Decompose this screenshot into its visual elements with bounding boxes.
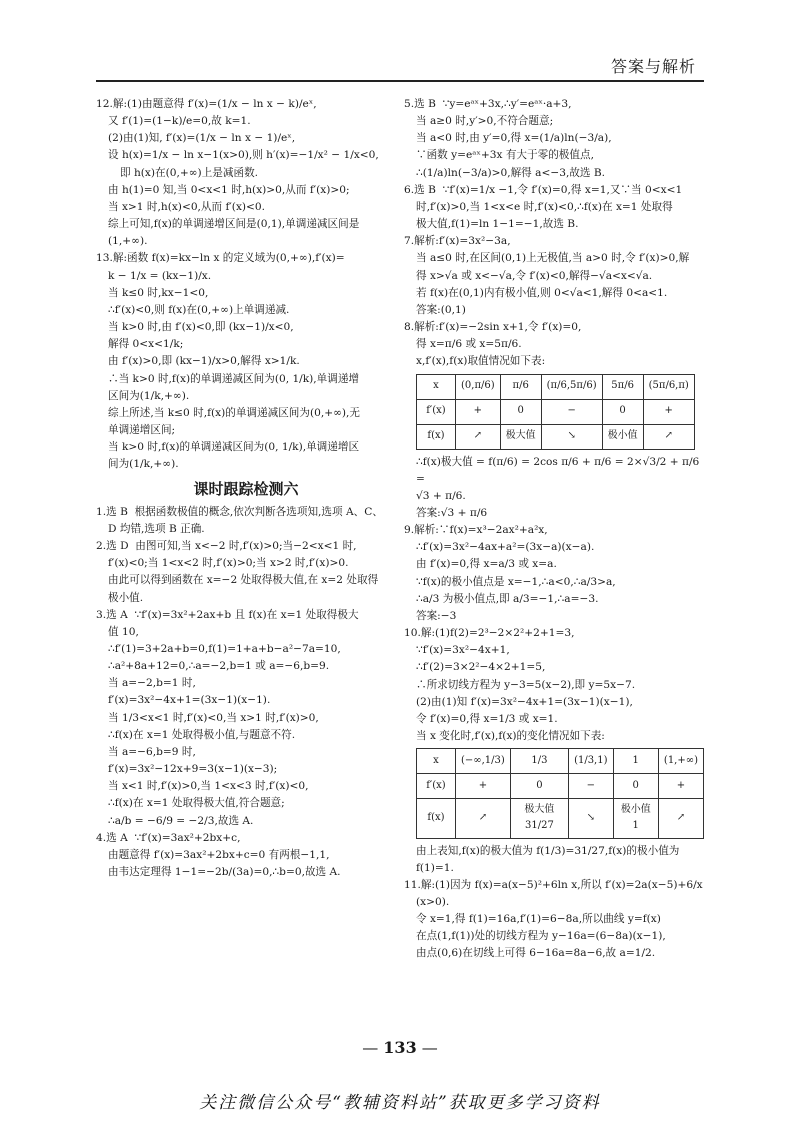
text-line: ∴a/3 为极小值点,即 a/3=−1,∴a=−3.: [416, 592, 599, 605]
text-line: 当 a≥0 时,y′>0,不符合题意;: [416, 115, 554, 128]
text-line: 当 x<1 时,f′(x)>0,当 1<x<3 时,f′(x)<0,: [108, 780, 309, 793]
text-line: 当 a<0 时,由 y′=0,得 x=(1/a)ln(−3/a),: [416, 132, 612, 145]
text-line: (2)由(1)知 f′(x)=3x²−4x+1=(3x−1)(x−1),: [416, 695, 633, 708]
text-line: 答案:(0,1): [416, 303, 466, 316]
text-line: (1,+∞).: [108, 235, 148, 248]
table-q10: [416, 748, 704, 838]
text-line: 由 f′(x)=0,得 x=a/3 或 x=a.: [416, 558, 557, 571]
table-cell: 1/3: [510, 749, 568, 774]
text-line: 由 h(1)=0 知,当 0<x<1 时,h(x)>0,从而 f′(x)>0;: [108, 183, 350, 196]
table-cell: 0: [613, 774, 658, 799]
text-line: 令 f′(x)=0,得 x=1/3 或 x=1.: [416, 712, 558, 725]
text-line: ∵f(x)的极小值点是 x=−1,∴a<0,∴a/3>a,: [416, 575, 616, 588]
text-line: 11.解:(1)因为 f(x)=a(x−5)²+6ln x,所以 f′(x)=2a(x−5)+6/x: [404, 878, 703, 891]
table-cell: 极大值 31/27: [510, 799, 568, 838]
text-line: (2)由(1)知, f′(x)=(1/x − ln x − 1)/eˣ,: [108, 132, 296, 145]
text-line: ∴f′(2)=3×2²−4×2+1=5,: [416, 661, 546, 674]
text-line: 13.解:函数 f(x)=kx−ln x 的定义域为(0,+∞),f′(x)=: [96, 252, 345, 265]
text-line: 6.选 B ∵f′(x)=1/x −1,令 f′(x)=0,得 x=1,又∵当 0<x<1: [404, 183, 683, 196]
text-line: 3.选 A ∵f′(x)=3x²+2ax+b 且 f(x)在 x=1 处取得极大: [96, 608, 359, 621]
text-line: 又 f′(1)=(1−k)/e=0,故 k=1.: [108, 115, 251, 128]
text-line: ∵f′(x)=3x²−4x+1,: [416, 644, 510, 657]
table-cell: +: [658, 774, 703, 799]
table-cell: +: [456, 399, 501, 424]
text-line: ∴当 k>0 时,f(x)的单调递减区间为(0, 1/k),单调递增: [108, 372, 360, 385]
text-line: 时,f′(x)>0,当 1<x<e 时,f′(x)<0,∴f(x)在 x=1 处取得: [416, 200, 673, 213]
text-line: 由 f′(x)>0,即 (kx−1)/x>0,解得 x>1/k.: [108, 355, 300, 368]
table-cell: 0: [510, 774, 568, 799]
table-cell: 0: [602, 399, 643, 424]
table-q8: [416, 374, 695, 450]
text-line: 2.选 D 由图可知,当 x<−2 时,f′(x)>0;当−2<x<1 时,: [96, 540, 357, 553]
right-column-part-c: [404, 843, 704, 963]
table-cell: +: [456, 774, 511, 799]
table-cell: 极小值: [602, 424, 643, 449]
table-row: [417, 749, 704, 774]
text-line: 由此可以得到函数在 x=−2 处取得极大值,在 x=2 处取得: [108, 574, 379, 587]
table-cell: (1/3,1): [569, 749, 613, 774]
text-line: f′(x)<0;当 1<x<2 时,f′(x)>0;当 x>2 时,f′(x)>0.: [108, 557, 349, 570]
text-line: 8.解析:f′(x)=−2sin x+1,令 f′(x)=0,: [404, 321, 582, 334]
text-line: k − 1/x = (kx−1)/x.: [108, 269, 212, 282]
page-number: — 133 —: [362, 1038, 438, 1057]
text-line: 当 x 变化时,f′(x),f(x)的变化情况如下表:: [416, 730, 605, 742]
right-column-part-a: [404, 96, 704, 371]
text-line: 由点(0,6)在切线上可得 6−16a=8a−6,故 a=1/2.: [416, 947, 656, 960]
text-line: 1.选 B 根据函数极值的概念,依次判断各选项知,选项 A、C、: [96, 505, 383, 518]
table-cell: (π/6,5π/6): [541, 374, 602, 399]
text-line: 极小值.: [108, 591, 144, 604]
text-line: 当 k≤0 时,kx−1<0,: [108, 286, 209, 299]
table-cell: ↗: [456, 424, 501, 449]
table-cell: (0,π/6): [456, 374, 501, 399]
text-line: 当 x>1 时,h(x)<0,从而 f′(x)<0.: [108, 200, 266, 213]
text-line: 极大值,f(1)=ln 1−1=−1,故选 B.: [416, 218, 579, 231]
text-line: 区间为(1/k,+∞).: [108, 389, 190, 402]
text-line: ∴所求切线方程为 y−3=5(x−2),即 y=5x−7.: [416, 678, 636, 691]
right-column-part-b: [404, 454, 704, 746]
text-line: 单调递增区间;: [108, 423, 176, 436]
text-line: 当 a=−2,b=1 时,: [108, 677, 196, 690]
text-line: 得 x>√a 或 x<−√a,令 f′(x)<0,解得−√a<x<√a.: [416, 269, 653, 282]
text-line: 由题意得 f′(x)=3ax²+2bx+c=0 有两根−1,1,: [108, 848, 330, 861]
table-cell: −: [541, 399, 602, 424]
table-cell: f′(x): [417, 774, 456, 799]
text-line: 当 a=−6,b=9 时,: [108, 745, 196, 758]
text-line: 9.解析:∵f(x)=x³−2ax²+a²x,: [404, 524, 548, 537]
text-line: ∴f(x)在 x=1 处取得极大值,符合题意;: [108, 797, 285, 810]
page-header: [96, 48, 704, 82]
text-line: 答案:√3 + π/6: [416, 506, 488, 519]
text-line: 当 1/3<x<1 时,f′(x)<0,当 x>1 时,f′(x)>0,: [108, 711, 319, 724]
text-line: 4.选 A ∵f′(x)=3ax²+2bx+c,: [96, 831, 241, 844]
table-cell: ↗: [456, 799, 511, 838]
text-line: 当 a≤0 时,在区间(0,1)上无极值,当 a>0 时,令 f′(x)>0,解: [416, 252, 690, 265]
text-line: √3 + π/6.: [416, 489, 466, 502]
text-line: ∴a/b = −6/9 = −2/3,故选 A.: [108, 814, 254, 827]
table-cell: π/6: [500, 374, 541, 399]
table-cell: ↗: [658, 799, 703, 838]
table-row: [417, 799, 704, 838]
text-line: 综上所述,当 k≤0 时,f(x)的单调递减区间为(0,+∞),无: [108, 406, 361, 419]
text-line: D 均错,选项 B 正确.: [108, 522, 205, 535]
text-line: 12.解:(1)由题意得 f′(x)=(1/x − ln x − k)/eˣ,: [96, 98, 317, 110]
right-column: [404, 96, 704, 963]
text-line: 得 x=π/6 或 x=5π/6.: [416, 338, 522, 351]
text-line: ∴f(x)在 x=1 处取得极小值,与题意不符.: [108, 728, 296, 741]
table-cell: x: [417, 374, 456, 399]
text-line: ∴f′(1)=3+2a+b=0,f(1)=1+a+b−a²−7a=10,: [108, 642, 341, 655]
text-line: 当 k>0 时,f(x)的单调递减区间为(0, 1/k),单调递增区: [108, 441, 360, 454]
text-line: 7.解析:f′(x)=3x²−3a,: [404, 235, 511, 248]
table-cell: x: [417, 749, 456, 774]
text-line: f′(x)=3x²−4x+1=(3x−1)(x−1).: [108, 694, 271, 707]
text-line: (x>0).: [416, 896, 450, 908]
text-line: x,f′(x),f(x)取值情况如下表:: [416, 355, 546, 368]
table-cell: ↘: [541, 424, 602, 449]
text-line: 由上表知,f(x)的极大值为 f(1/3)=31/27,f(x)的极小值为: [416, 844, 680, 857]
table-cell: 5π/6: [602, 374, 643, 399]
text-line: 综上可知,f(x)的单调递增区间是(0,1),单调递减区间是: [108, 218, 360, 231]
text-line: ∴a²+8a+12=0,∴a=−2,b=1 或 a=−6,b=9.: [108, 660, 330, 673]
table-cell: 0: [500, 399, 541, 424]
footer-note: 关注微信公众号“教辅资料站”获取更多学习资料: [199, 1093, 601, 1113]
text-line: 答案:−3: [416, 609, 457, 622]
text-line: ∴f′(x)=3x²−4ax+a²=(3x−a)(x−a).: [416, 541, 595, 554]
table-row: [417, 374, 695, 399]
table-cell: ↗: [643, 424, 694, 449]
text-line: 设 h(x)=1/x − ln x−1(x>0),则 h′(x)=−1/x² − 1/x<0,: [108, 149, 379, 162]
table-cell: f(x): [417, 424, 456, 449]
text-line: 在点(1,f(1))处的切线方程为 y−16a=(6−8a)(x−1),: [416, 930, 666, 943]
table-row: [417, 399, 695, 424]
table-cell: (−∞,1/3): [456, 749, 511, 774]
table-cell: +: [643, 399, 694, 424]
header-title: 答案与解析: [610, 57, 696, 76]
text-line: 解得 0<x<1/k;: [108, 338, 184, 351]
table-cell: ↘: [569, 799, 613, 838]
text-line: ∴f(x)极大值 = f(π/6) = 2cos π/6 + π/6 = 2×√3/2 + π/6 =: [416, 455, 703, 485]
text-line: 令 x=1,得 f(1)=16a,f′(1)=6−8a,所以曲线 y=f(x): [416, 913, 661, 926]
table-cell: f(x): [417, 799, 456, 838]
table-cell: (1,+∞): [658, 749, 703, 774]
text-line: ∴(1/a)ln(−3/a)>0,解得 a<−3,故选 B.: [416, 166, 606, 179]
table-cell: 极小值 1: [613, 799, 658, 838]
table-cell: f′(x): [417, 399, 456, 424]
text-line: 当 k>0 时,由 f′(x)<0,即 (kx−1)/x<0,: [108, 321, 294, 334]
text-line: 由韦达定理得 1−1=−2b/(3a)=0,∴b=0,故选 A.: [108, 866, 341, 879]
table-cell: −: [569, 774, 613, 799]
text-line: 10.解:(1)f(2)=2³−2×2²+2+1=3,: [404, 627, 575, 640]
text-line: ∵函数 y=eᵃˣ+3x 有大于零的极值点,: [416, 149, 594, 162]
table-cell: (5π/6,π): [643, 374, 694, 399]
text-line: f′(x)=3x²−12x+9=3(x−1)(x−3);: [108, 763, 278, 776]
text-line: 即 h(x)在(0,+∞)上是减函数.: [120, 166, 259, 179]
text-line: 值 10,: [108, 625, 139, 638]
text-line: 5.选 B ∵y=eᵃˣ+3x,∴y′=eᵃˣ·a+3,: [404, 98, 572, 110]
text-line: f(1)=1.: [416, 861, 454, 874]
table-row: [417, 774, 704, 799]
text-line: 若 f(x)在(0,1)内有极小值,则 0<√a<1,解得 0<a<1.: [416, 286, 668, 299]
left-column: [96, 96, 396, 881]
section-title: 课时跟踪检测六: [193, 480, 299, 499]
page-number-value: 133: [383, 1038, 417, 1057]
table-cell: 极大值: [500, 424, 541, 449]
table-row: [417, 424, 695, 449]
table-cell: 1: [613, 749, 658, 774]
text-line: ∴f′(x)<0,则 f(x)在(0,+∞)上单调递减.: [108, 303, 290, 316]
text-line: 间为(1/k,+∞).: [108, 458, 179, 471]
